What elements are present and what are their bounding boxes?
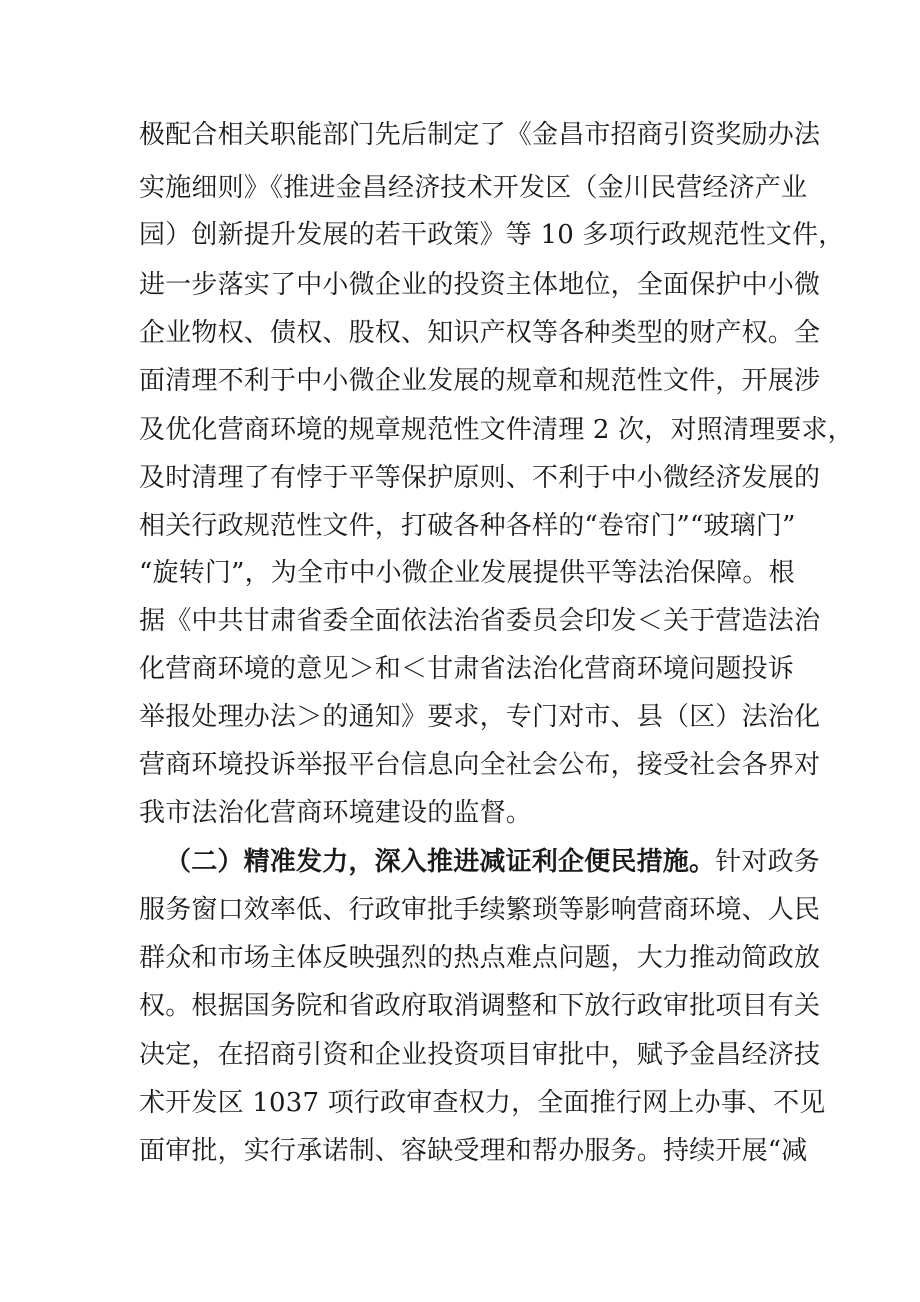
section-heading-line bbox=[165, 842, 820, 882]
text-line: 化营商环境的意见＞和＜甘肃省法治化营商环境问题投诉 bbox=[139, 654, 795, 684]
text-line: 园）创新提升发展的若干政策》等 10 多项行政规范性文件， bbox=[139, 220, 845, 250]
text-line: 实施细则》《推进金昌经济技术开发区（金川民营经济产业 bbox=[139, 173, 808, 203]
text-line: “旋转门”，为全市中小微企业发展提供平等法治保障。根 bbox=[139, 558, 795, 588]
text-line: 据《中共甘肃省委全面依法治省委员会印发＜关于营造法治 bbox=[139, 606, 821, 636]
text-line: 术开发区 1037 项行政审查权力，全面推行网上办事、不见 bbox=[139, 1088, 826, 1118]
text-line: 及时清理了有悖于平等保护原则、不利于中小微经济发展的 bbox=[139, 463, 821, 493]
text-line: 服务窗口效率低、行政审批手续繁琐等影响营商环境、人民 bbox=[139, 895, 821, 925]
text-line: 及优化营商环境的规章规范性文件清理 2 次，对照清理要求， bbox=[139, 415, 854, 445]
text-line: 举报处理办法＞的通知》要求，专门对市、县（区）法治化 bbox=[139, 702, 821, 732]
text-line: 营商环境投诉举报平台信息向全社会公布，接受社会各界对 bbox=[139, 750, 821, 780]
text-line: 面审批，实行承诺制、容缺受理和帮办服务。持续开展“减 bbox=[139, 1136, 808, 1166]
text-line: 面清理不利于中小微企业发展的规章和规范性文件，开展涉 bbox=[139, 366, 821, 396]
text-line: 我市法治化营商环境建设的监督。 bbox=[139, 798, 533, 828]
text-line: 企业物权、债权、股权、知识产权等各种类型的财产权。全 bbox=[139, 318, 821, 348]
heading-line-text: 针对政务 bbox=[715, 847, 821, 877]
text-line: 进一步落实了中小微企业的投资主体地位，全面保护中小微 bbox=[139, 270, 821, 300]
text-line: 极配合相关职能部门先后制定了《金昌市招商引资奖励办法 bbox=[139, 120, 821, 150]
section-heading: （二）精准发力，深入推进减证利企便民措施。 bbox=[165, 847, 716, 877]
text-line: 决定，在招商引资和企业投资项目审批中，赋予金昌经济技 bbox=[139, 1040, 821, 1070]
text-line: 相关行政规范性文件，打破各种各样的“卷帘门”“玻璃门” bbox=[139, 511, 796, 541]
text-line: 群众和市场主体反映强烈的热点难点问题，大力推动简政放 bbox=[139, 943, 821, 973]
text-line: 权。根据国务院和省政府取消调整和下放行政审批项目有关 bbox=[139, 991, 821, 1021]
